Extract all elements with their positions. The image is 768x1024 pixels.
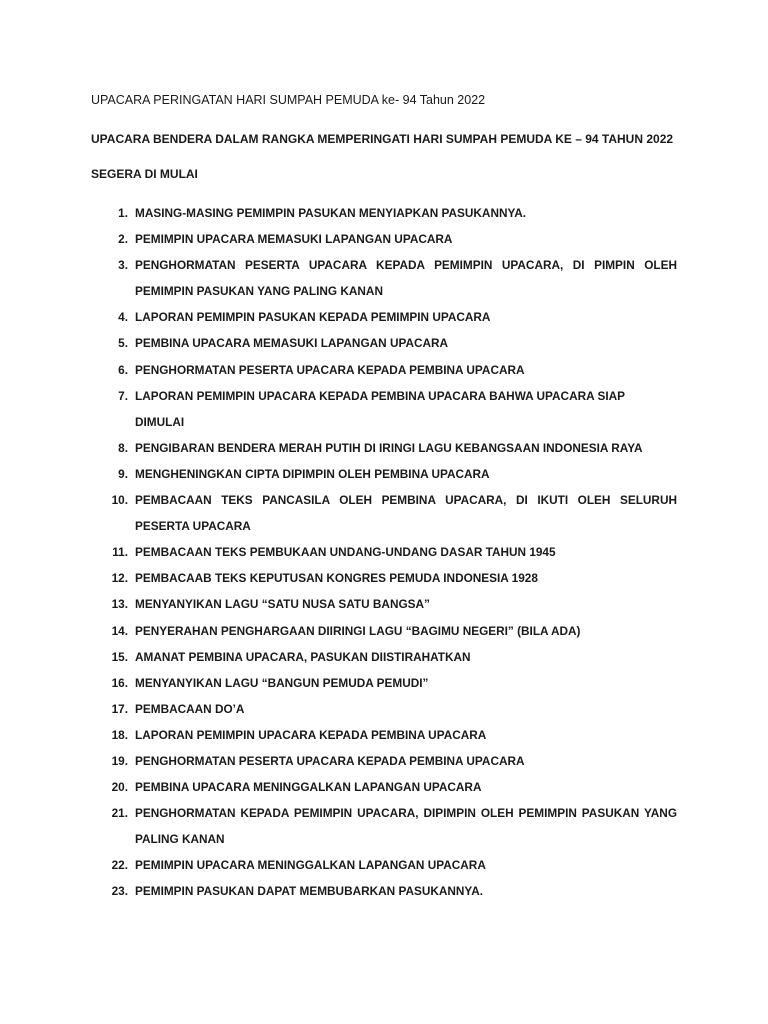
- step-number: 23.: [111, 884, 128, 899]
- list-item: [0, 618, 768, 644]
- list-item: [0, 800, 768, 852]
- step-text: PENGHORMATAN PESERTA UPACARA KEPADA PEMIMPIN UPACARA, DI PIMPIN OLEH PEMIMPIN PASUKAN YANG PALING KANAN: [135, 258, 677, 299]
- step-number: 7.: [118, 388, 128, 403]
- list-item: [0, 487, 768, 539]
- step-number: 21.: [111, 806, 128, 821]
- list-item: [0, 200, 768, 226]
- list-item: [0, 722, 768, 748]
- step-number: 22.: [111, 858, 128, 873]
- step-number: 5.: [118, 336, 128, 351]
- list-item: [0, 748, 768, 774]
- document-title: UPACARA PERINGATAN HARI SUMPAH PEMUDA ke- 94 Tahun 2022: [91, 93, 486, 107]
- step-number: 20.: [111, 780, 128, 795]
- step-text: PENGHORMATAN PESERTA UPACARA KEPADA PEMBINA UPACARA: [135, 362, 525, 377]
- step-text: LAPORAN PEMIMPIN UPACARA KEPADA PEMBINA UPACARA: [135, 727, 487, 742]
- list-item: [0, 461, 768, 487]
- step-number: 9.: [118, 466, 128, 481]
- step-number: 16.: [111, 675, 128, 690]
- ceremony-heading: UPACARA BENDERA DALAM RANGKA MEMPERINGATI HARI SUMPAH PEMUDA KE – 94 TAHUN 2022: [91, 132, 674, 146]
- step-text: PENGIBARAN BENDERA MERAH PUTIH DI IRINGI LAGU KEBANGSAAN INDONESIA RAYA: [135, 440, 643, 455]
- list-item: [0, 435, 768, 461]
- list-item: [0, 383, 768, 435]
- step-text: AMANAT PEMBINA UPACARA, PASUKAN DIISTIRAHATKAN: [135, 649, 471, 664]
- step-text: MENYANYIKAN LAGU “BANGUN PEMUDA PEMUDI”: [135, 675, 429, 690]
- list-item: [0, 252, 768, 304]
- step-number: 6.: [118, 362, 128, 377]
- step-text: PENGHORMATAN PESERTA UPACARA KEPADA PEMBINA UPACARA: [135, 753, 525, 768]
- step-text: PEMBACAAN TEKS PANCASILA OLEH PEMBINA UPACARA, DI IKUTI OLEH SELURUH PESERTA UPACARA: [135, 493, 677, 534]
- step-text: PEMIMPIN UPACARA MENINGGALKAN LAPANGAN UPACARA: [135, 858, 486, 873]
- step-number: 15.: [111, 649, 128, 664]
- ceremony-subheading: SEGERA DI MULAI: [91, 167, 198, 181]
- step-text: PEMBACAAB TEKS KEPUTUSAN KONGRES PEMUDA INDONESIA 1928: [135, 571, 538, 586]
- step-text: PEMBINA UPACARA MENINGGALKAN LAPANGAN UPACARA: [135, 780, 482, 795]
- step-number: 13.: [111, 597, 128, 612]
- step-text: MASING-MASING PEMIMPIN PASUKAN MENYIAPKAN PASUKANNYA.: [135, 206, 527, 220]
- step-text: LAPORAN PEMIMPIN UPACARA KEPADA PEMBINA UPACARA BAHWA UPACARA SIAP DIMULAI: [135, 388, 625, 429]
- step-number: 2.: [118, 232, 128, 247]
- step-text: PENYERAHAN PENGHARGAAN DIIRINGI LAGU “BAGIMU NEGERI” (BILA ADA): [135, 623, 581, 638]
- list-item: [0, 357, 768, 383]
- list-item: [0, 565, 768, 591]
- step-text: PEMBINA UPACARA MEMASUKI LAPANGAN UPACARA: [135, 336, 449, 351]
- step-number: 12.: [111, 571, 128, 586]
- list-item: [0, 696, 768, 722]
- step-number: 4.: [118, 310, 128, 325]
- list-item: [0, 226, 768, 252]
- step-text: PEMIMPIN UPACARA MEMASUKI LAPANGAN UPACARA: [135, 232, 453, 247]
- list-item: [0, 670, 768, 696]
- step-text: PEMIMPIN PASUKAN DAPAT MEMBUBARKAN PASUKANNYA.: [135, 884, 484, 899]
- step-number: 18.: [111, 727, 128, 742]
- step-number: 8.: [118, 440, 128, 455]
- step-number: 3.: [118, 258, 128, 273]
- step-number: 19.: [111, 753, 128, 768]
- list-item: [0, 644, 768, 670]
- step-text: MENYANYIKAN LAGU “SATU NUSA SATU BANGSA”: [135, 597, 430, 612]
- list-item: [0, 591, 768, 617]
- step-text: LAPORAN PEMIMPIN PASUKAN KEPADA PEMIMPIN UPACARA: [135, 310, 491, 325]
- list-item: [0, 774, 768, 800]
- step-text: PEMBACAAN TEKS PEMBUKAAN UNDANG-UNDANG DASAR TAHUN 1945: [135, 545, 556, 560]
- step-number: 17.: [111, 701, 128, 716]
- step-number: 10.: [111, 493, 128, 508]
- step-text: MENGHENINGKAN CIPTA DIPIMPIN OLEH PEMBINA UPACARA: [135, 466, 490, 481]
- step-number: 14.: [111, 623, 128, 638]
- step-number: 11.: [112, 545, 128, 560]
- list-item: [0, 539, 768, 565]
- list-item: [0, 878, 768, 904]
- list-item: [0, 330, 768, 356]
- ceremony-steps-list: [0, 200, 768, 905]
- step-text: PENGHORMATAN KEPADA PEMIMPIN UPACARA, DIPIMPIN OLEH PEMIMPIN PASUKAN YANG PALING KANAN: [135, 806, 677, 847]
- list-item: [0, 852, 768, 878]
- list-item: [0, 304, 768, 330]
- step-number: 1.: [118, 206, 128, 220]
- step-text: PEMBACAAN DO’A: [135, 701, 245, 716]
